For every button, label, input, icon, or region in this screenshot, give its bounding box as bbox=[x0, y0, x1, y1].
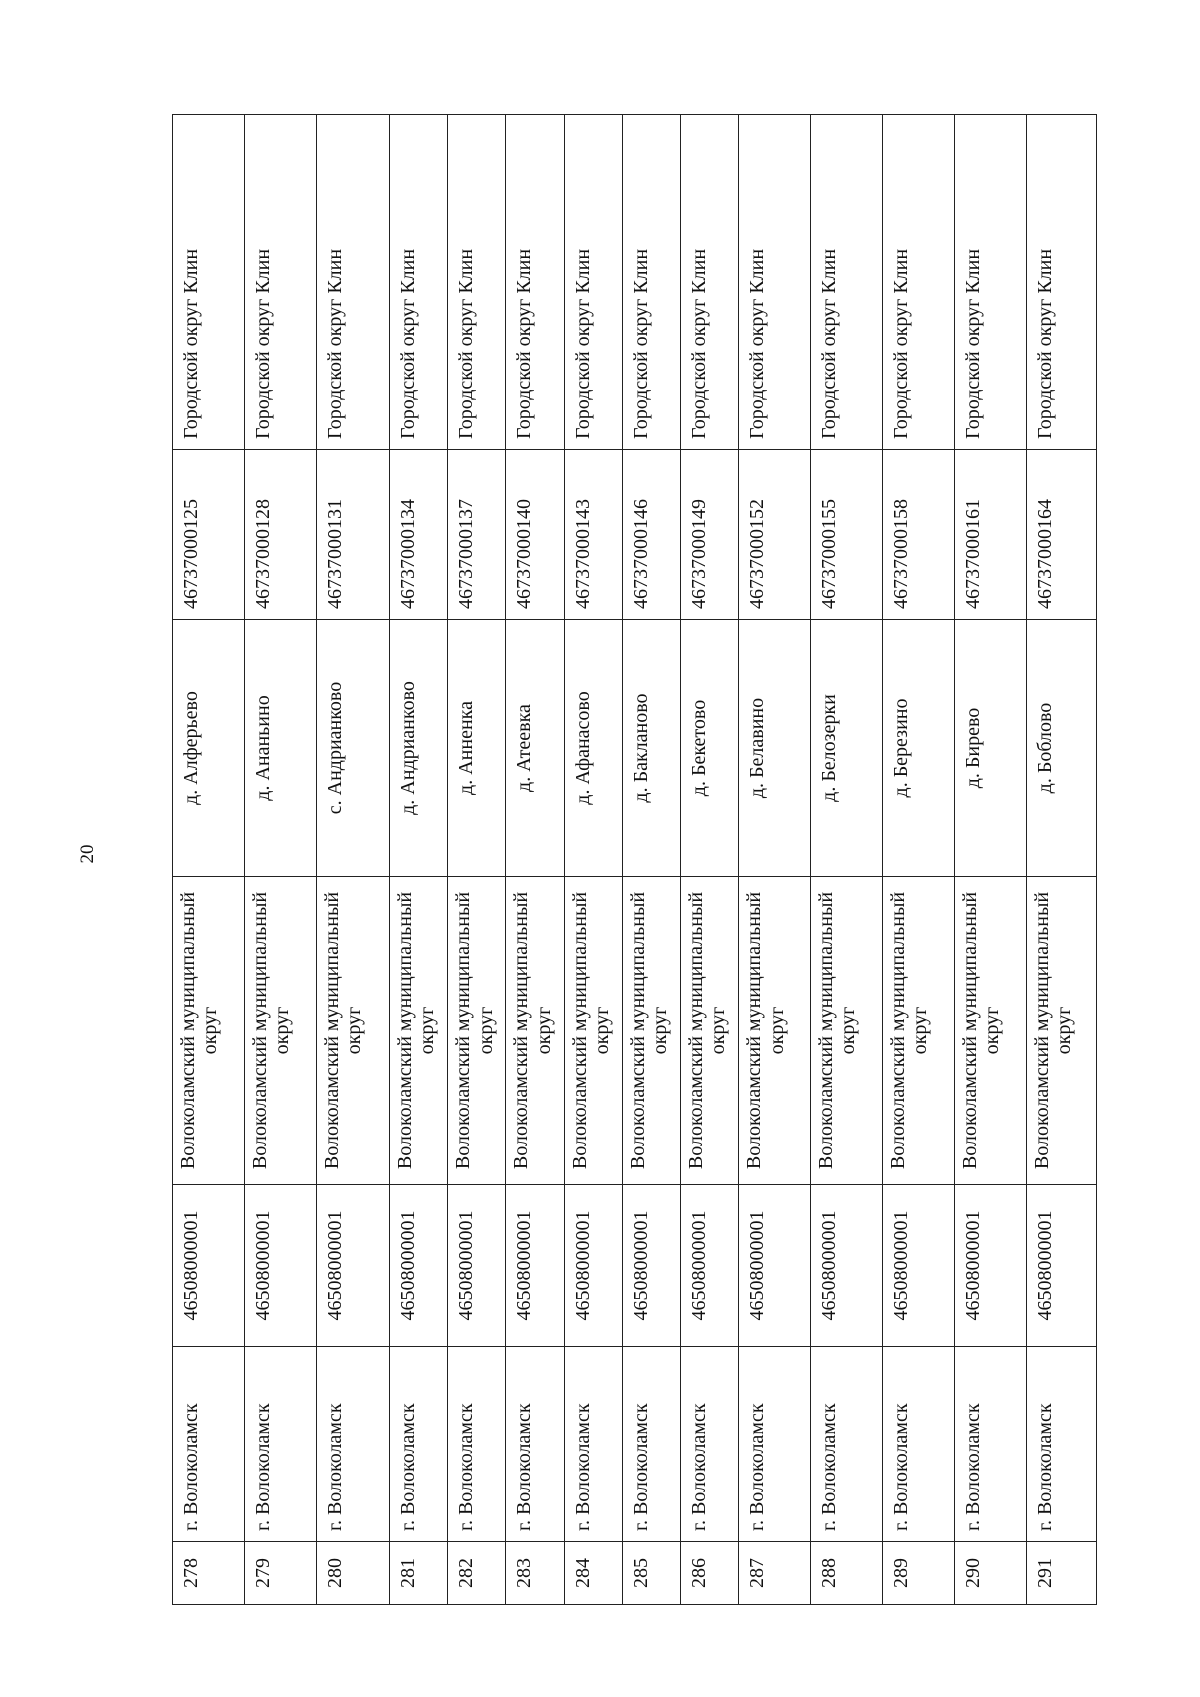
settlement-name-cell: д. Бирево bbox=[955, 620, 1027, 877]
table-row bbox=[316, 115, 389, 1605]
district-name-cell: Волоколамский муниципальный округ bbox=[506, 877, 564, 1185]
city-name-cell: г. Волоколамск bbox=[1027, 1347, 1097, 1542]
table-row bbox=[564, 115, 622, 1605]
settlement-oktmo-code-cell: 46737000140 bbox=[506, 450, 564, 620]
city-oktmo-code-cell: 46508000001 bbox=[955, 1185, 1027, 1347]
district-name-cell: Волоколамский муниципальный округ bbox=[883, 877, 955, 1185]
target-district-cell: Городской округ Клин bbox=[883, 115, 955, 450]
settlement-name-cell: д. Бекетово bbox=[680, 620, 738, 877]
row-number-cell: 290 bbox=[955, 1542, 1027, 1605]
city-name-cell: г. Волоколамск bbox=[955, 1347, 1027, 1542]
settlement-oktmo-code-cell: 46737000155 bbox=[811, 450, 883, 620]
settlement-name-cell: д. Атеевка bbox=[506, 620, 564, 877]
district-name-cell: Волоколамский муниципальный округ bbox=[680, 877, 738, 1185]
district-name-cell: Волоколамский муниципальный округ bbox=[811, 877, 883, 1185]
city-name-cell: г. Волоколамск bbox=[448, 1347, 506, 1542]
row-number-cell: 281 bbox=[389, 1542, 447, 1605]
city-oktmo-code-cell: 46508000001 bbox=[506, 1185, 564, 1347]
settlement-oktmo-code-cell: 46737000125 bbox=[173, 450, 245, 620]
city-name-cell: г. Волоколамск bbox=[622, 1347, 680, 1542]
table-row bbox=[811, 115, 883, 1605]
city-name-cell: г. Волоколамск bbox=[389, 1347, 447, 1542]
district-name-cell: Волоколамский муниципальный округ bbox=[173, 877, 245, 1185]
city-oktmo-code-cell: 46508000001 bbox=[564, 1185, 622, 1347]
settlement-oktmo-code-cell: 46737000158 bbox=[883, 450, 955, 620]
district-name-cell: Волоколамский муниципальный округ bbox=[955, 877, 1027, 1185]
settlement-name-cell: д. Алферьево bbox=[173, 620, 245, 877]
settlement-name-cell: д. Ананьино bbox=[244, 620, 316, 877]
target-district-cell: Городской округ Клин bbox=[173, 115, 245, 450]
settlement-name-cell: д. Андрианково bbox=[389, 620, 447, 877]
table-row bbox=[244, 115, 316, 1605]
settlements-table-container bbox=[172, 115, 1097, 1605]
settlement-oktmo-code-cell: 46737000143 bbox=[564, 450, 622, 620]
table-row bbox=[173, 115, 245, 1605]
settlement-name-cell: д. Березино bbox=[883, 620, 955, 877]
city-name-cell: г. Волоколамск bbox=[811, 1347, 883, 1542]
row-number-cell: 285 bbox=[622, 1542, 680, 1605]
settlement-oktmo-code-cell: 46737000164 bbox=[1027, 450, 1097, 620]
row-number-cell: 279 bbox=[244, 1542, 316, 1605]
settlement-name-cell: д. Белозерки bbox=[811, 620, 883, 877]
city-name-cell: г. Волоколамск bbox=[506, 1347, 564, 1542]
table-row bbox=[389, 115, 447, 1605]
target-district-cell: Городской округ Клин bbox=[811, 115, 883, 450]
settlement-oktmo-code-cell: 46737000131 bbox=[316, 450, 389, 620]
city-name-cell: г. Волоколамск bbox=[564, 1347, 622, 1542]
table-row bbox=[680, 115, 738, 1605]
city-oktmo-code-cell: 46508000001 bbox=[244, 1185, 316, 1347]
district-name-cell: Волоколамский муниципальный округ bbox=[1027, 877, 1097, 1185]
row-number-cell: 280 bbox=[316, 1542, 389, 1605]
city-oktmo-code-cell: 46508000001 bbox=[389, 1185, 447, 1347]
row-number-cell: 287 bbox=[739, 1542, 811, 1605]
city-oktmo-code-cell: 46508000001 bbox=[316, 1185, 389, 1347]
row-number-cell: 288 bbox=[811, 1542, 883, 1605]
settlement-oktmo-code-cell: 46737000161 bbox=[955, 450, 1027, 620]
table-row bbox=[622, 115, 680, 1605]
row-number-cell: 284 bbox=[564, 1542, 622, 1605]
city-name-cell: г. Волоколамск bbox=[244, 1347, 316, 1542]
city-oktmo-code-cell: 46508000001 bbox=[1027, 1185, 1097, 1347]
row-number-cell: 289 bbox=[883, 1542, 955, 1605]
settlement-name-cell: с. Андрианково bbox=[316, 620, 389, 877]
target-district-cell: Городской округ Клин bbox=[244, 115, 316, 450]
city-oktmo-code-cell: 46508000001 bbox=[739, 1185, 811, 1347]
row-number-cell: 286 bbox=[680, 1542, 738, 1605]
target-district-cell: Городской округ Клин bbox=[506, 115, 564, 450]
district-name-cell: Волоколамский муниципальный округ bbox=[739, 877, 811, 1185]
settlement-name-cell: д. Афанасово bbox=[564, 620, 622, 877]
district-name-cell: Волоколамский муниципальный округ bbox=[316, 877, 389, 1185]
city-name-cell: г. Волоколамск bbox=[883, 1347, 955, 1542]
district-name-cell: Волоколамский муниципальный округ bbox=[622, 877, 680, 1185]
target-district-cell: Городской округ Клин bbox=[448, 115, 506, 450]
settlement-oktmo-code-cell: 46737000134 bbox=[389, 450, 447, 620]
city-oktmo-code-cell: 46508000001 bbox=[883, 1185, 955, 1347]
row-number-cell: 291 bbox=[1027, 1542, 1097, 1605]
settlement-oktmo-code-cell: 46737000137 bbox=[448, 450, 506, 620]
city-oktmo-code-cell: 46508000001 bbox=[622, 1185, 680, 1347]
settlement-name-cell: д. Боблово bbox=[1027, 620, 1097, 877]
district-name-cell: Волоколамский муниципальный округ bbox=[448, 877, 506, 1185]
city-name-cell: г. Волоколамск bbox=[739, 1347, 811, 1542]
district-name-cell: Волоколамский муниципальный округ bbox=[389, 877, 447, 1185]
table-row bbox=[448, 115, 506, 1605]
settlement-oktmo-code-cell: 46737000128 bbox=[244, 450, 316, 620]
settlements-table-rotated bbox=[172, 115, 1097, 1605]
settlements-table bbox=[172, 114, 1097, 1605]
target-district-cell: Городской округ Клин bbox=[564, 115, 622, 450]
table-row bbox=[739, 115, 811, 1605]
city-oktmo-code-cell: 46508000001 bbox=[811, 1185, 883, 1347]
target-district-cell: Городской округ Клин bbox=[739, 115, 811, 450]
target-district-cell: Городской округ Клин bbox=[955, 115, 1027, 450]
settlement-oktmo-code-cell: 46737000146 bbox=[622, 450, 680, 620]
settlement-oktmo-code-cell: 46737000152 bbox=[739, 450, 811, 620]
table-row bbox=[506, 115, 564, 1605]
city-oktmo-code-cell: 46508000001 bbox=[680, 1185, 738, 1347]
table-body bbox=[173, 115, 1097, 1605]
table-row bbox=[955, 115, 1027, 1605]
row-number-cell: 282 bbox=[448, 1542, 506, 1605]
district-name-cell: Волоколамский муниципальный округ bbox=[564, 877, 622, 1185]
city-name-cell: г. Волоколамск bbox=[173, 1347, 245, 1542]
page-number: 20 bbox=[77, 844, 98, 864]
settlement-name-cell: д. Бакланово bbox=[622, 620, 680, 877]
city-name-cell: г. Волоколамск bbox=[316, 1347, 389, 1542]
target-district-cell: Городской округ Клин bbox=[622, 115, 680, 450]
settlement-oktmo-code-cell: 46737000149 bbox=[680, 450, 738, 620]
settlement-name-cell: д. Белавино bbox=[739, 620, 811, 877]
row-number-cell: 278 bbox=[173, 1542, 245, 1605]
target-district-cell: Городской округ Клин bbox=[389, 115, 447, 450]
settlement-name-cell: д. Анненка bbox=[448, 620, 506, 877]
target-district-cell: Городской округ Клин bbox=[316, 115, 389, 450]
row-number-cell: 283 bbox=[506, 1542, 564, 1605]
table-row bbox=[883, 115, 955, 1605]
city-name-cell: г. Волоколамск bbox=[680, 1347, 738, 1542]
city-oktmo-code-cell: 46508000001 bbox=[173, 1185, 245, 1347]
district-name-cell: Волоколамский муниципальный округ bbox=[244, 877, 316, 1185]
target-district-cell: Городской округ Клин bbox=[1027, 115, 1097, 450]
target-district-cell: Городской округ Клин bbox=[680, 115, 738, 450]
table-row bbox=[1027, 115, 1097, 1605]
city-oktmo-code-cell: 46508000001 bbox=[448, 1185, 506, 1347]
